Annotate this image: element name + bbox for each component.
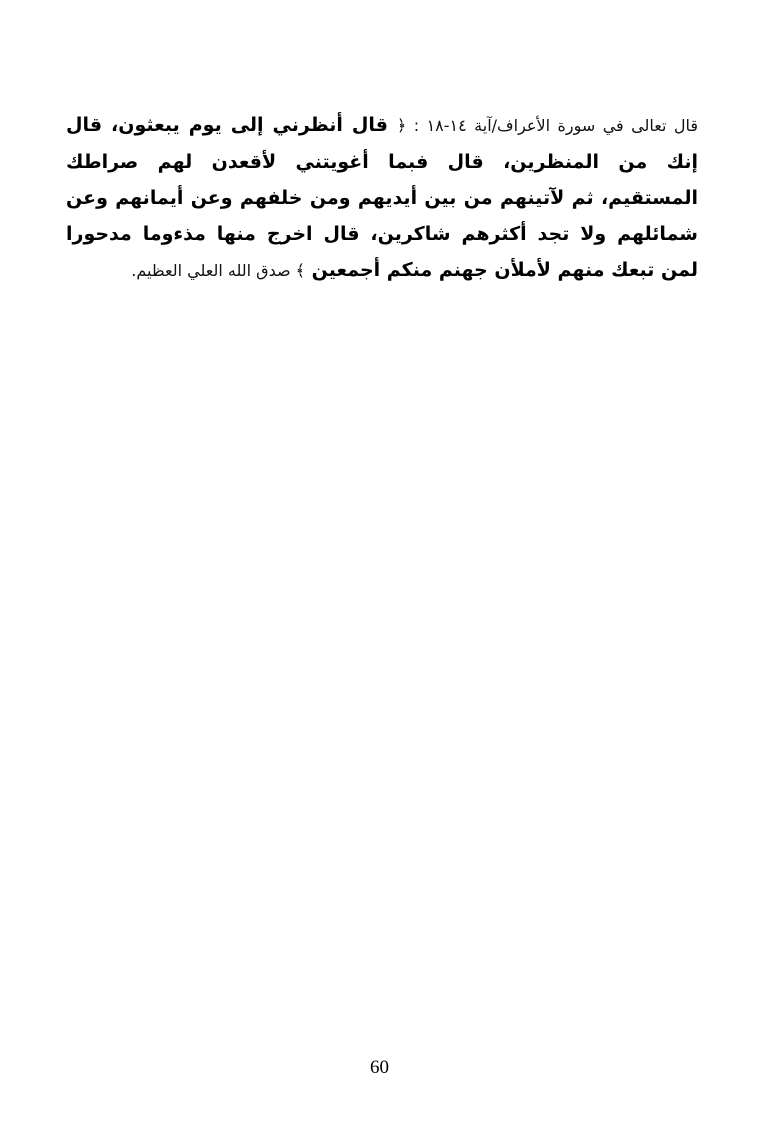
passage-intro: قال تعالى في سورة الأعراف/آية ١٤-١٨ : — [406, 116, 699, 135]
page-number: 60 — [370, 1057, 389, 1078]
quran-passage — [66, 107, 698, 289]
passage-closing: صدق الله العلي العظيم. — [131, 261, 296, 280]
verse-close-bracket: ﴾ — [295, 261, 306, 280]
verse-text: قال أنظرني إلى يوم يبعثون، قال إنك من المنظرين، قال فبما أغويتني لأقعدن لهم صراطك المستقيم، ثم لآتينهم من بين أيديهم ومن خلفهم وعن أيمانهم وعن شمائلهم ولا تجد أكثرهم شاكرين، قال اخرج منها مذءوما مدحورا لمن تبعك منهم لأملأن جهنم منكم أجمعين — [66, 114, 698, 281]
verse-open-bracket: ﴿ — [396, 116, 407, 135]
